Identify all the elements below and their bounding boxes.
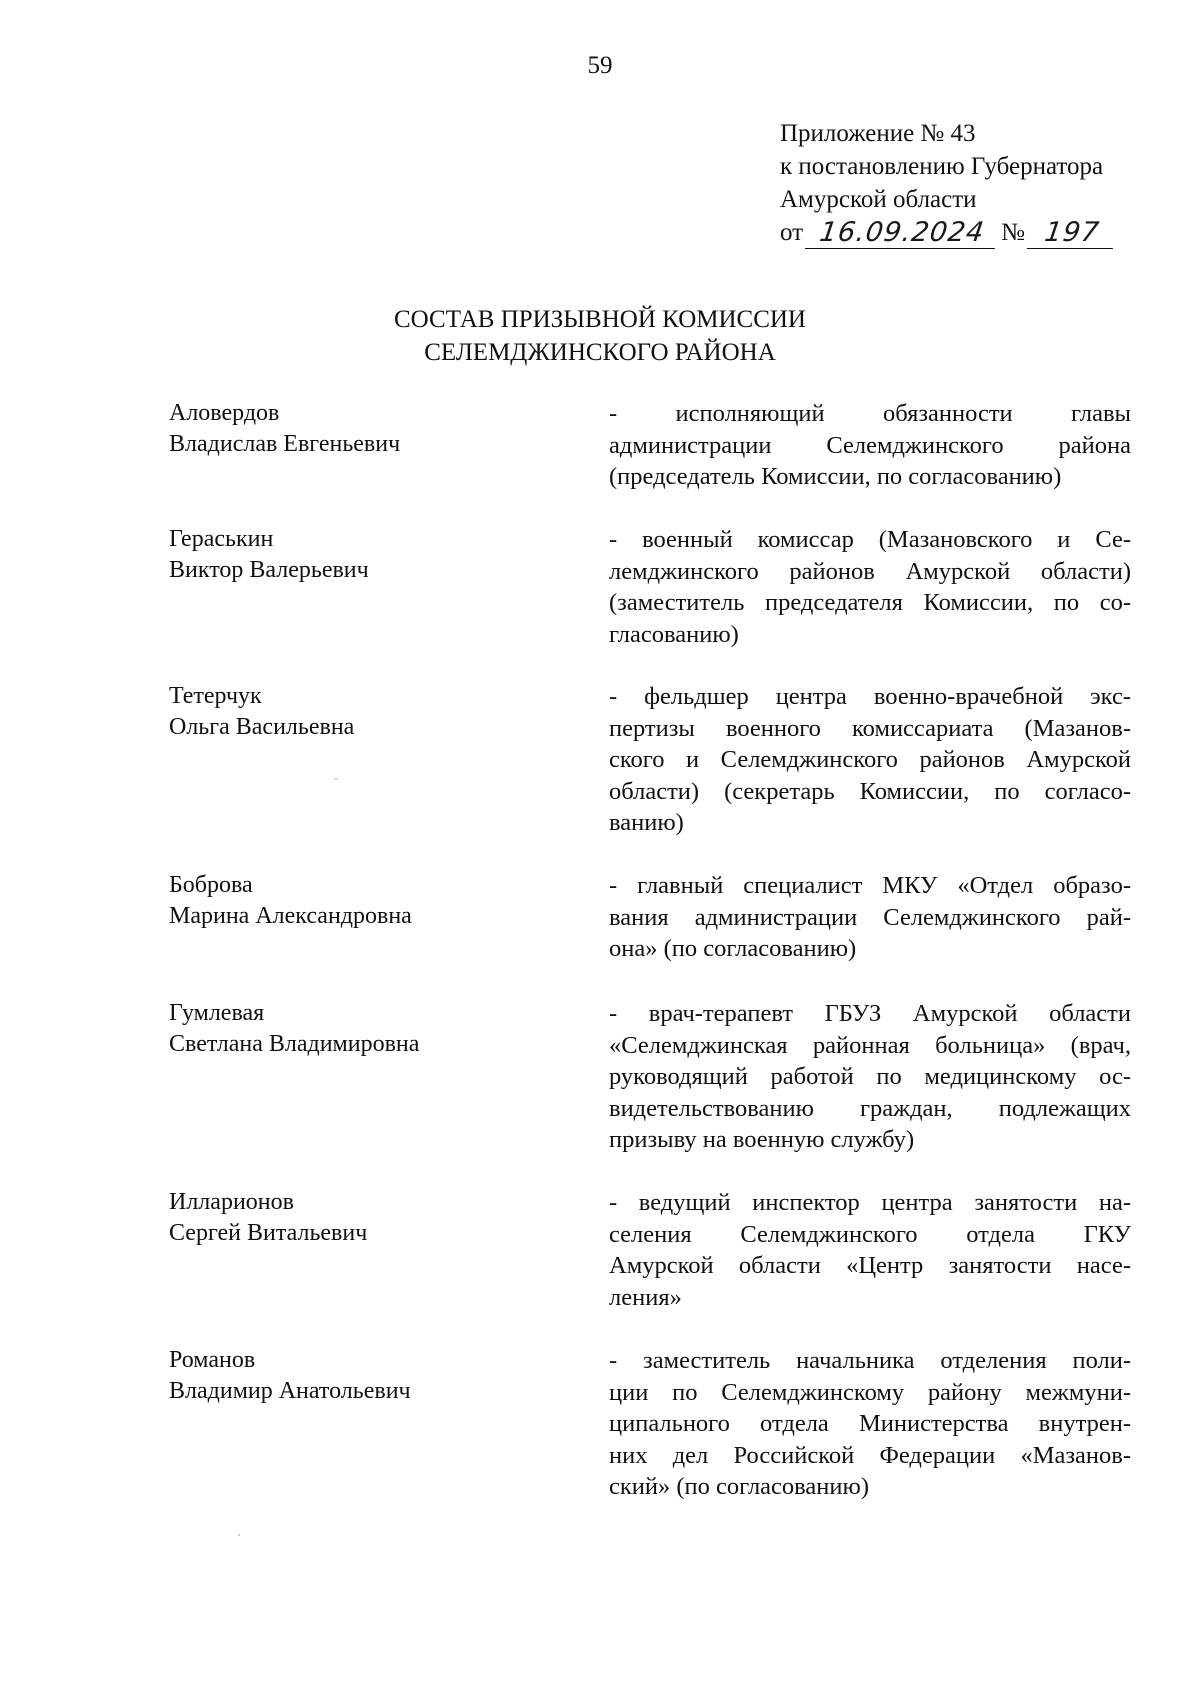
member-role — [609, 398, 1131, 493]
title-line-2: СЕЛЕМДЖИНСКОГО РАЙОНА — [424, 339, 776, 366]
title-line-1: СОСТАВ ПРИЗЫВНОЙ КОМИССИИ — [394, 306, 806, 333]
handwritten-date: 16.09.2024 — [805, 218, 999, 249]
role-line: селения Селемджинского отдела ГКУ — [609, 1220, 1131, 1248]
scan-speck — [335, 778, 337, 780]
role-line: администрации Селемджинского района — [609, 431, 1131, 459]
member-role — [609, 681, 1131, 839]
member-surname: Гумлевая — [169, 1000, 265, 1026]
role-line: ского и Селемджинского районов Амурской — [609, 746, 1131, 773]
member-given-names: Ольга Васильевна — [169, 714, 355, 740]
role-line: них дел Российской Федерации «Мазанов- — [609, 1441, 1131, 1469]
member-role — [609, 1345, 1131, 1503]
member-surname: Илларионов — [169, 1189, 294, 1215]
role-line: - главный специалист МКУ «Отдел образо- — [609, 872, 1131, 899]
member-surname: Боброва — [169, 872, 253, 898]
role-line: - исполняющий обязанности главы — [609, 400, 1131, 427]
appendix-date-number-line — [780, 216, 1160, 249]
member-given-names: Владимир Анатольевич — [169, 1378, 411, 1404]
member-surname: Гераськин — [169, 526, 274, 552]
appendix-header — [780, 117, 1160, 249]
member-entry — [169, 1187, 1131, 1313]
member-given-names: Светлана Владимировна — [169, 1031, 420, 1057]
role-line: (заместитель председателя Комиссии, по со- — [609, 589, 1131, 616]
member-role — [609, 1187, 1131, 1313]
role-line: - заместитель начальника отделения поли- — [609, 1347, 1131, 1374]
role-line: - фельдшер центра военно-врачебной экс- — [609, 683, 1131, 710]
member-surname: Романов — [169, 1347, 256, 1373]
member-entry — [169, 998, 1131, 1156]
member-given-names: Марина Александровна — [169, 903, 412, 929]
role-line: гласованию) — [609, 620, 739, 648]
role-line: вания администрации Селемджинского рай- — [609, 903, 1131, 931]
member-entry — [169, 1345, 1131, 1503]
document-title — [0, 303, 1200, 369]
role-line: лемджинского районов Амурской области) — [609, 557, 1131, 585]
member-role — [609, 870, 1131, 965]
role-line: области) (секретарь Комиссии, по согласо- — [609, 777, 1131, 805]
handwritten-number: 197 — [1027, 218, 1117, 249]
scan-speck — [238, 1534, 240, 1536]
role-line: - ведущий инспектор центра занятости на- — [609, 1189, 1131, 1216]
member-entry — [169, 398, 1131, 493]
member-name — [169, 398, 609, 493]
role-line: она» (по согласованию) — [609, 935, 857, 962]
appendix-reference: к постановлению Губернатора — [780, 153, 1104, 180]
role-line: призыву на военную службу) — [609, 1126, 915, 1153]
page-number: 59 — [587, 52, 613, 79]
role-line: Амурской области «Центр занятости насе- — [609, 1252, 1131, 1279]
member-entry — [169, 524, 1131, 650]
member-surname: Тетерчук — [169, 683, 262, 709]
appendix-number: Приложение № 43 — [780, 120, 976, 147]
role-line: ципального отдела Министерства внутрен- — [609, 1410, 1131, 1437]
role-line: ванию) — [609, 809, 684, 836]
role-line: «Селемджинская районная больница» (врач, — [609, 1031, 1131, 1059]
member-name — [169, 870, 609, 965]
number-label: № — [1001, 219, 1025, 246]
from-label: от — [780, 219, 804, 246]
role-line: - военный комиссар (Мазановского и Се- — [609, 526, 1131, 553]
role-line: ления» — [609, 1283, 682, 1311]
role-line: ции по Селемджинскому району межмуни- — [609, 1378, 1131, 1406]
member-entry — [169, 681, 1131, 839]
role-line: пертизы военного комиссариата (Мазанов- — [609, 714, 1131, 742]
appendix-region: Амурской области — [780, 186, 977, 213]
member-role — [609, 524, 1131, 650]
member-name — [169, 681, 609, 839]
role-line: видетельствованию граждан, подлежащих — [609, 1094, 1131, 1122]
member-role — [609, 998, 1131, 1156]
member-name — [169, 1187, 609, 1313]
member-name — [169, 1345, 609, 1503]
member-given-names: Владислав Евгеньевич — [169, 431, 401, 457]
member-given-names: Сергей Витальевич — [169, 1220, 368, 1246]
role-line: (председатель Комиссии, по согласованию) — [609, 463, 1062, 490]
role-line: ский» (по согласованию) — [609, 1473, 869, 1500]
role-line: - врач-терапевт ГБУЗ Амурской области — [609, 1000, 1131, 1027]
member-name — [169, 998, 609, 1156]
member-surname: Аловердов — [169, 400, 280, 426]
member-name — [169, 524, 609, 650]
member-entry — [169, 870, 1131, 965]
member-given-names: Виктор Валерьевич — [169, 557, 369, 583]
role-line: руководящий работой по медицинскому ос- — [609, 1063, 1131, 1090]
